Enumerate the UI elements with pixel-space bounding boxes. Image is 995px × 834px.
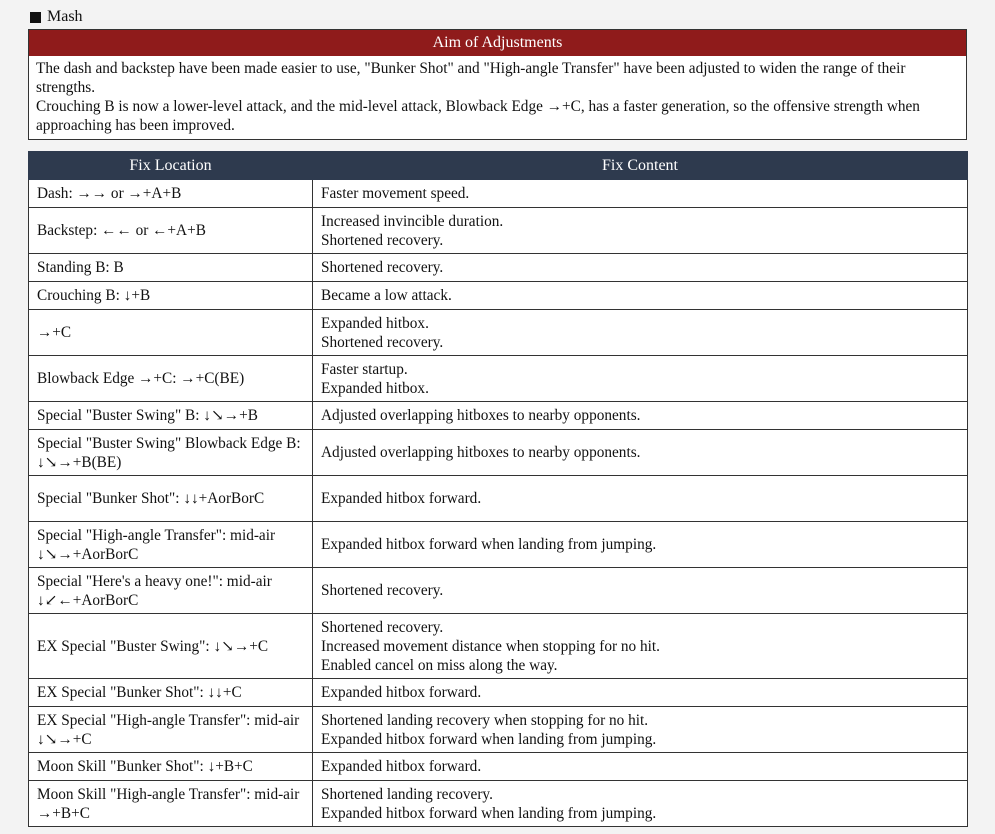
aim-paragraph-2: Crouching B is now a lower-level attack, and the mid-level attack, Blowback Edge →+C, has a faster generation, so the offensive strength when approaching has been improved. — [36, 98, 920, 134]
table-row — [29, 282, 968, 310]
table-row — [29, 180, 968, 208]
table-row — [29, 254, 968, 282]
fix-content-cell — [313, 356, 968, 402]
table-row — [29, 707, 968, 753]
fix-content-line: Expanded hitbox forward when landing from jumping. — [321, 730, 657, 748]
aim-body — [29, 56, 966, 139]
table-row — [29, 679, 968, 707]
fix-content-cell — [313, 310, 968, 356]
fix-content-line: Expanded hitbox forward. — [321, 758, 482, 775]
table-row — [29, 568, 968, 614]
aim-paragraph-1: The dash and backstep have been made easier to use, "Bunker Shot" and "High-angle Transfer" have been adjusted to widen the range of their strengths. — [36, 60, 906, 96]
fix-content-line: Shortened recovery. — [321, 333, 444, 351]
fix-content-cell — [313, 282, 968, 310]
fix-content-cell — [313, 430, 968, 476]
table-row — [29, 208, 968, 254]
fix-content-cell — [313, 180, 968, 208]
header-fix-content: Fix Content — [313, 152, 968, 180]
square-bullet-icon — [30, 12, 41, 23]
fix-content-cell — [313, 254, 968, 282]
fix-content-line: Expanded hitbox forward when landing from jumping. — [321, 536, 657, 553]
table-row — [29, 522, 968, 568]
fix-location-cell: Dash: →→ or →+A+B — [29, 180, 313, 208]
fix-location-cell: →+C — [29, 310, 313, 356]
fix-content-cell — [313, 522, 968, 568]
fix-content-line: Shortened recovery. — [321, 231, 444, 249]
fix-content-line: Faster startup. — [321, 360, 408, 378]
fix-location-cell: Crouching B: ↓+B — [29, 282, 313, 310]
fix-content-line: Expanded hitbox forward. — [321, 684, 482, 701]
section-heading — [30, 6, 83, 28]
table-row — [29, 781, 968, 827]
fix-location-cell: Moon Skill "Bunker Shot": ↓+B+C — [29, 753, 313, 781]
fix-location-cell: Special "Here's a heavy one!": mid-air ↓↙←+AorBorC — [29, 568, 313, 614]
fix-content-line: Shortened landing recovery. — [321, 785, 493, 803]
table-row — [29, 356, 968, 402]
fix-content-line: Increased invincible duration. — [321, 212, 504, 230]
fix-location-cell: Special "Bunker Shot": ↓↓+AorBorC — [29, 476, 313, 522]
fix-location-cell: Special "High-angle Transfer": mid-air ↓↘→+AorBorC — [29, 522, 313, 568]
section-title: Mash — [47, 8, 83, 25]
fix-content-line: Expanded hitbox forward. — [321, 490, 482, 507]
aim-title: Aim of Adjustments — [29, 30, 966, 56]
fix-content-line: Shortened recovery. — [321, 618, 444, 636]
fix-content-line: Shortened landing recovery when stopping for no hit. — [321, 711, 649, 729]
fix-content-line: Enabled cancel on miss along the way. — [321, 656, 558, 674]
table-row — [29, 402, 968, 430]
fix-table — [28, 151, 968, 827]
fix-content-line: Expanded hitbox. — [321, 314, 429, 332]
table-row — [29, 614, 968, 679]
fix-content-line: Expanded hitbox. — [321, 379, 429, 397]
fix-content-line: Became a low attack. — [321, 287, 452, 304]
fix-content-line: Shortened recovery. — [321, 582, 444, 599]
fix-location-cell: Backstep: ←← or ←+A+B — [29, 208, 313, 254]
fix-location-cell: Blowback Edge →+C: →+C(BE) — [29, 356, 313, 402]
fix-content-cell — [313, 707, 968, 753]
fix-location-cell: Moon Skill "High-angle Transfer": mid-air →+B+C — [29, 781, 313, 827]
fix-content-line: Faster movement speed. — [321, 185, 470, 202]
table-row — [29, 310, 968, 356]
fix-content-cell — [313, 753, 968, 781]
fix-location-cell: Special "Buster Swing" B: ↓↘→+B — [29, 402, 313, 430]
fix-content-cell — [313, 781, 968, 827]
fix-content-cell — [313, 614, 968, 679]
fix-location-cell: EX Special "Bunker Shot": ↓↓+C — [29, 679, 313, 707]
fix-location-cell: Special "Buster Swing" Blowback Edge B: ↓↘→+B(BE) — [29, 430, 313, 476]
table-row — [29, 430, 968, 476]
fix-location-cell: EX Special "Buster Swing": ↓↘→+C — [29, 614, 313, 679]
header-fix-location: Fix Location — [29, 152, 313, 180]
fix-location-cell: EX Special "High-angle Transfer": mid-air ↓↘→+C — [29, 707, 313, 753]
fix-content-line: Adjusted overlapping hitboxes to nearby opponents. — [321, 444, 641, 461]
table-header-row — [29, 152, 968, 180]
aim-of-adjustments-box — [28, 29, 967, 140]
fix-content-cell — [313, 208, 968, 254]
fix-content-cell — [313, 476, 968, 522]
fix-content-cell — [313, 568, 968, 614]
fix-content-cell — [313, 679, 968, 707]
fix-content-line: Adjusted overlapping hitboxes to nearby opponents. — [321, 407, 641, 424]
fix-location-cell: Standing B: B — [29, 254, 313, 282]
table-row — [29, 753, 968, 781]
fix-content-line: Expanded hitbox forward when landing from jumping. — [321, 804, 657, 822]
fix-content-line: Shortened recovery. — [321, 259, 444, 276]
table-row — [29, 476, 968, 522]
fix-content-line: Increased movement distance when stopping for no hit. — [321, 637, 660, 655]
fix-content-cell — [313, 402, 968, 430]
